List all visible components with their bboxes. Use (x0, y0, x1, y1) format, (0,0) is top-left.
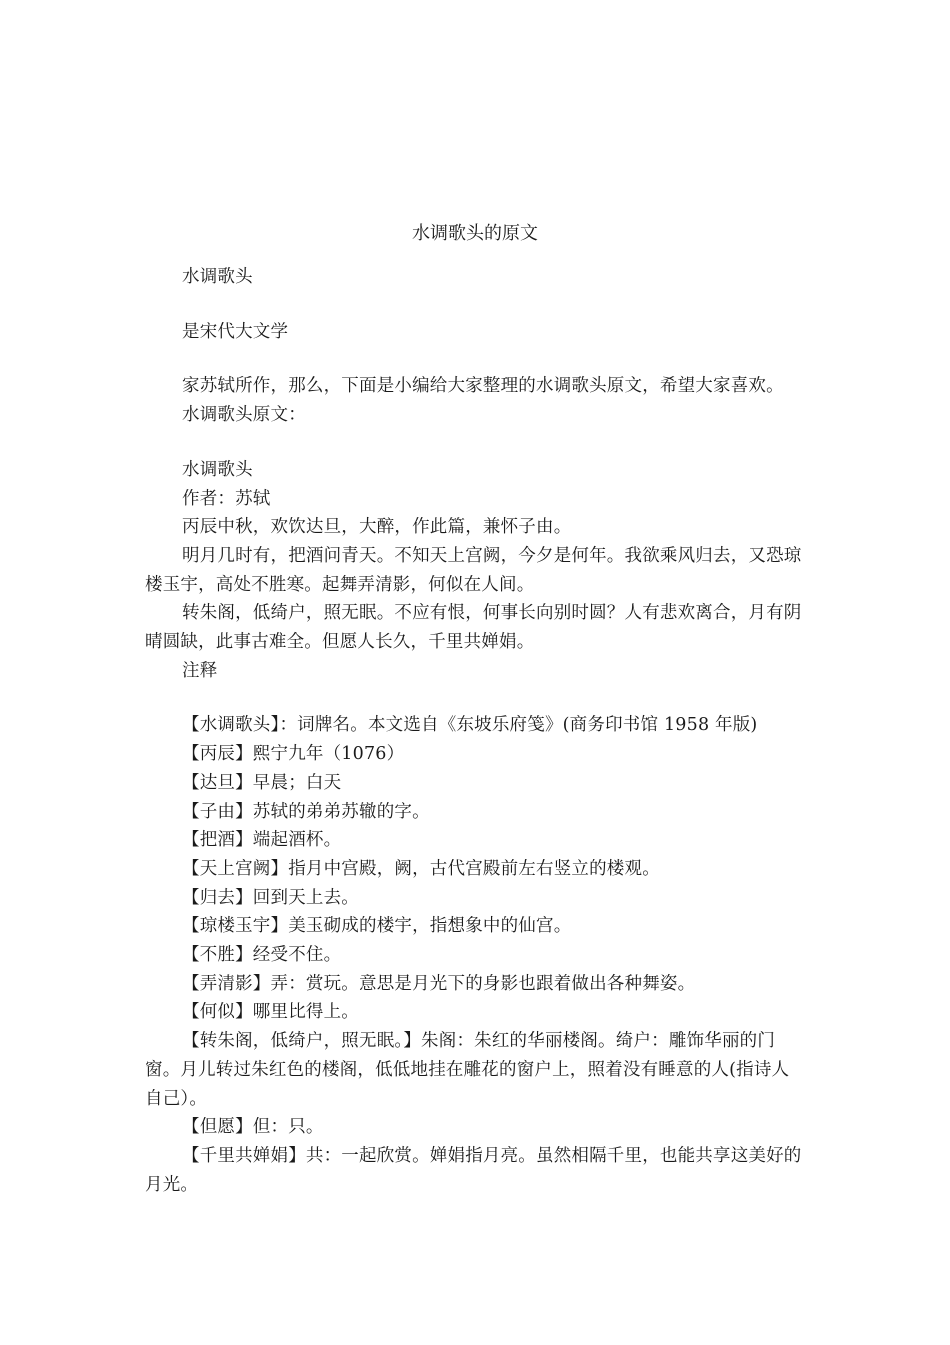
document-body (145, 263, 805, 1199)
note-item: 【琼楼玉宇】美玉砌成的楼宇，指想象中的仙宫。 (182, 916, 572, 937)
note-item-long: 【转朱阁，低绮户，照无眠。】朱阁：朱红的华丽楼阁。绮户：雕饰华丽的门窗。月儿转过朱红色的楼阁，低低地挂在雕花的窗户上，照着没有睡意的人(指诗人自己）。 (145, 1031, 790, 1109)
poem-heading: 水调歌头 (182, 459, 253, 480)
note-item: 【水调歌头】：词牌名。本文选自《东坡乐府笺》(商务印书馆 1958 年版) (182, 715, 758, 736)
intro-line-1: 水调歌头 (182, 267, 253, 287)
note-item-long: 【千里共婵娟】共：一起欣赏。婵娟指月亮。虽然相隔千里，也能共享这美好的月光。 (145, 1145, 802, 1195)
note-item: 【归去】回到天上去。 (182, 887, 359, 908)
note-item: 【子由】苏轼的弟弟苏辙的字。 (182, 801, 430, 822)
note-item: 【不胜】经受不住。 (182, 945, 342, 966)
poem-author: 作者：苏轼 (182, 488, 271, 509)
poem-preface: 丙辰中秋，欢饮达旦，大醉，作此篇，兼怀子由。 (182, 517, 572, 538)
document-title: 水调歌头的原文 (412, 223, 538, 244)
note-item: 【把酒】端起酒杯。 (182, 830, 342, 851)
note-item: 【丙辰】熙宁九年（1076） (182, 744, 405, 765)
note-item: 【达旦】早晨；白天 (182, 772, 342, 793)
note-item: 【天上宫阙】指月中宫殿，阙，古代宫殿前左右竖立的楼观。 (182, 858, 660, 879)
note-item: 【但愿】但：只。 (182, 1117, 324, 1138)
intro-line-3: 家苏轼所作，那么，下面是小编给大家整理的水调歌头原文，希望大家喜欢。 (182, 376, 784, 397)
poem-stanza-2: 转朱阁，低绮户，照无眠。不应有恨，何事长向别时圆？人有悲欢离合，月有阴晴圆缺，此事古难全。但愿人长久，千里共婵娟。 (145, 603, 802, 653)
notes-heading: 注释 (182, 660, 218, 681)
note-item: 【何似】哪里比得上。 (182, 1002, 359, 1023)
poem-stanza-1: 明月几时有，把酒问青天。不知天上宫阙，今夕是何年。我欲乘风归去，又恐琼楼玉宇，高处不胜寒。起舞弄清影，何似在人间。 (145, 545, 802, 595)
note-item: 【弄清影】弄：赏玩。意思是月光下的身影也跟着做出各种舞姿。 (182, 973, 696, 994)
intro-line-4: 水调歌头原文： (182, 405, 306, 426)
intro-line-2: 是宋代大文学 (182, 321, 289, 342)
